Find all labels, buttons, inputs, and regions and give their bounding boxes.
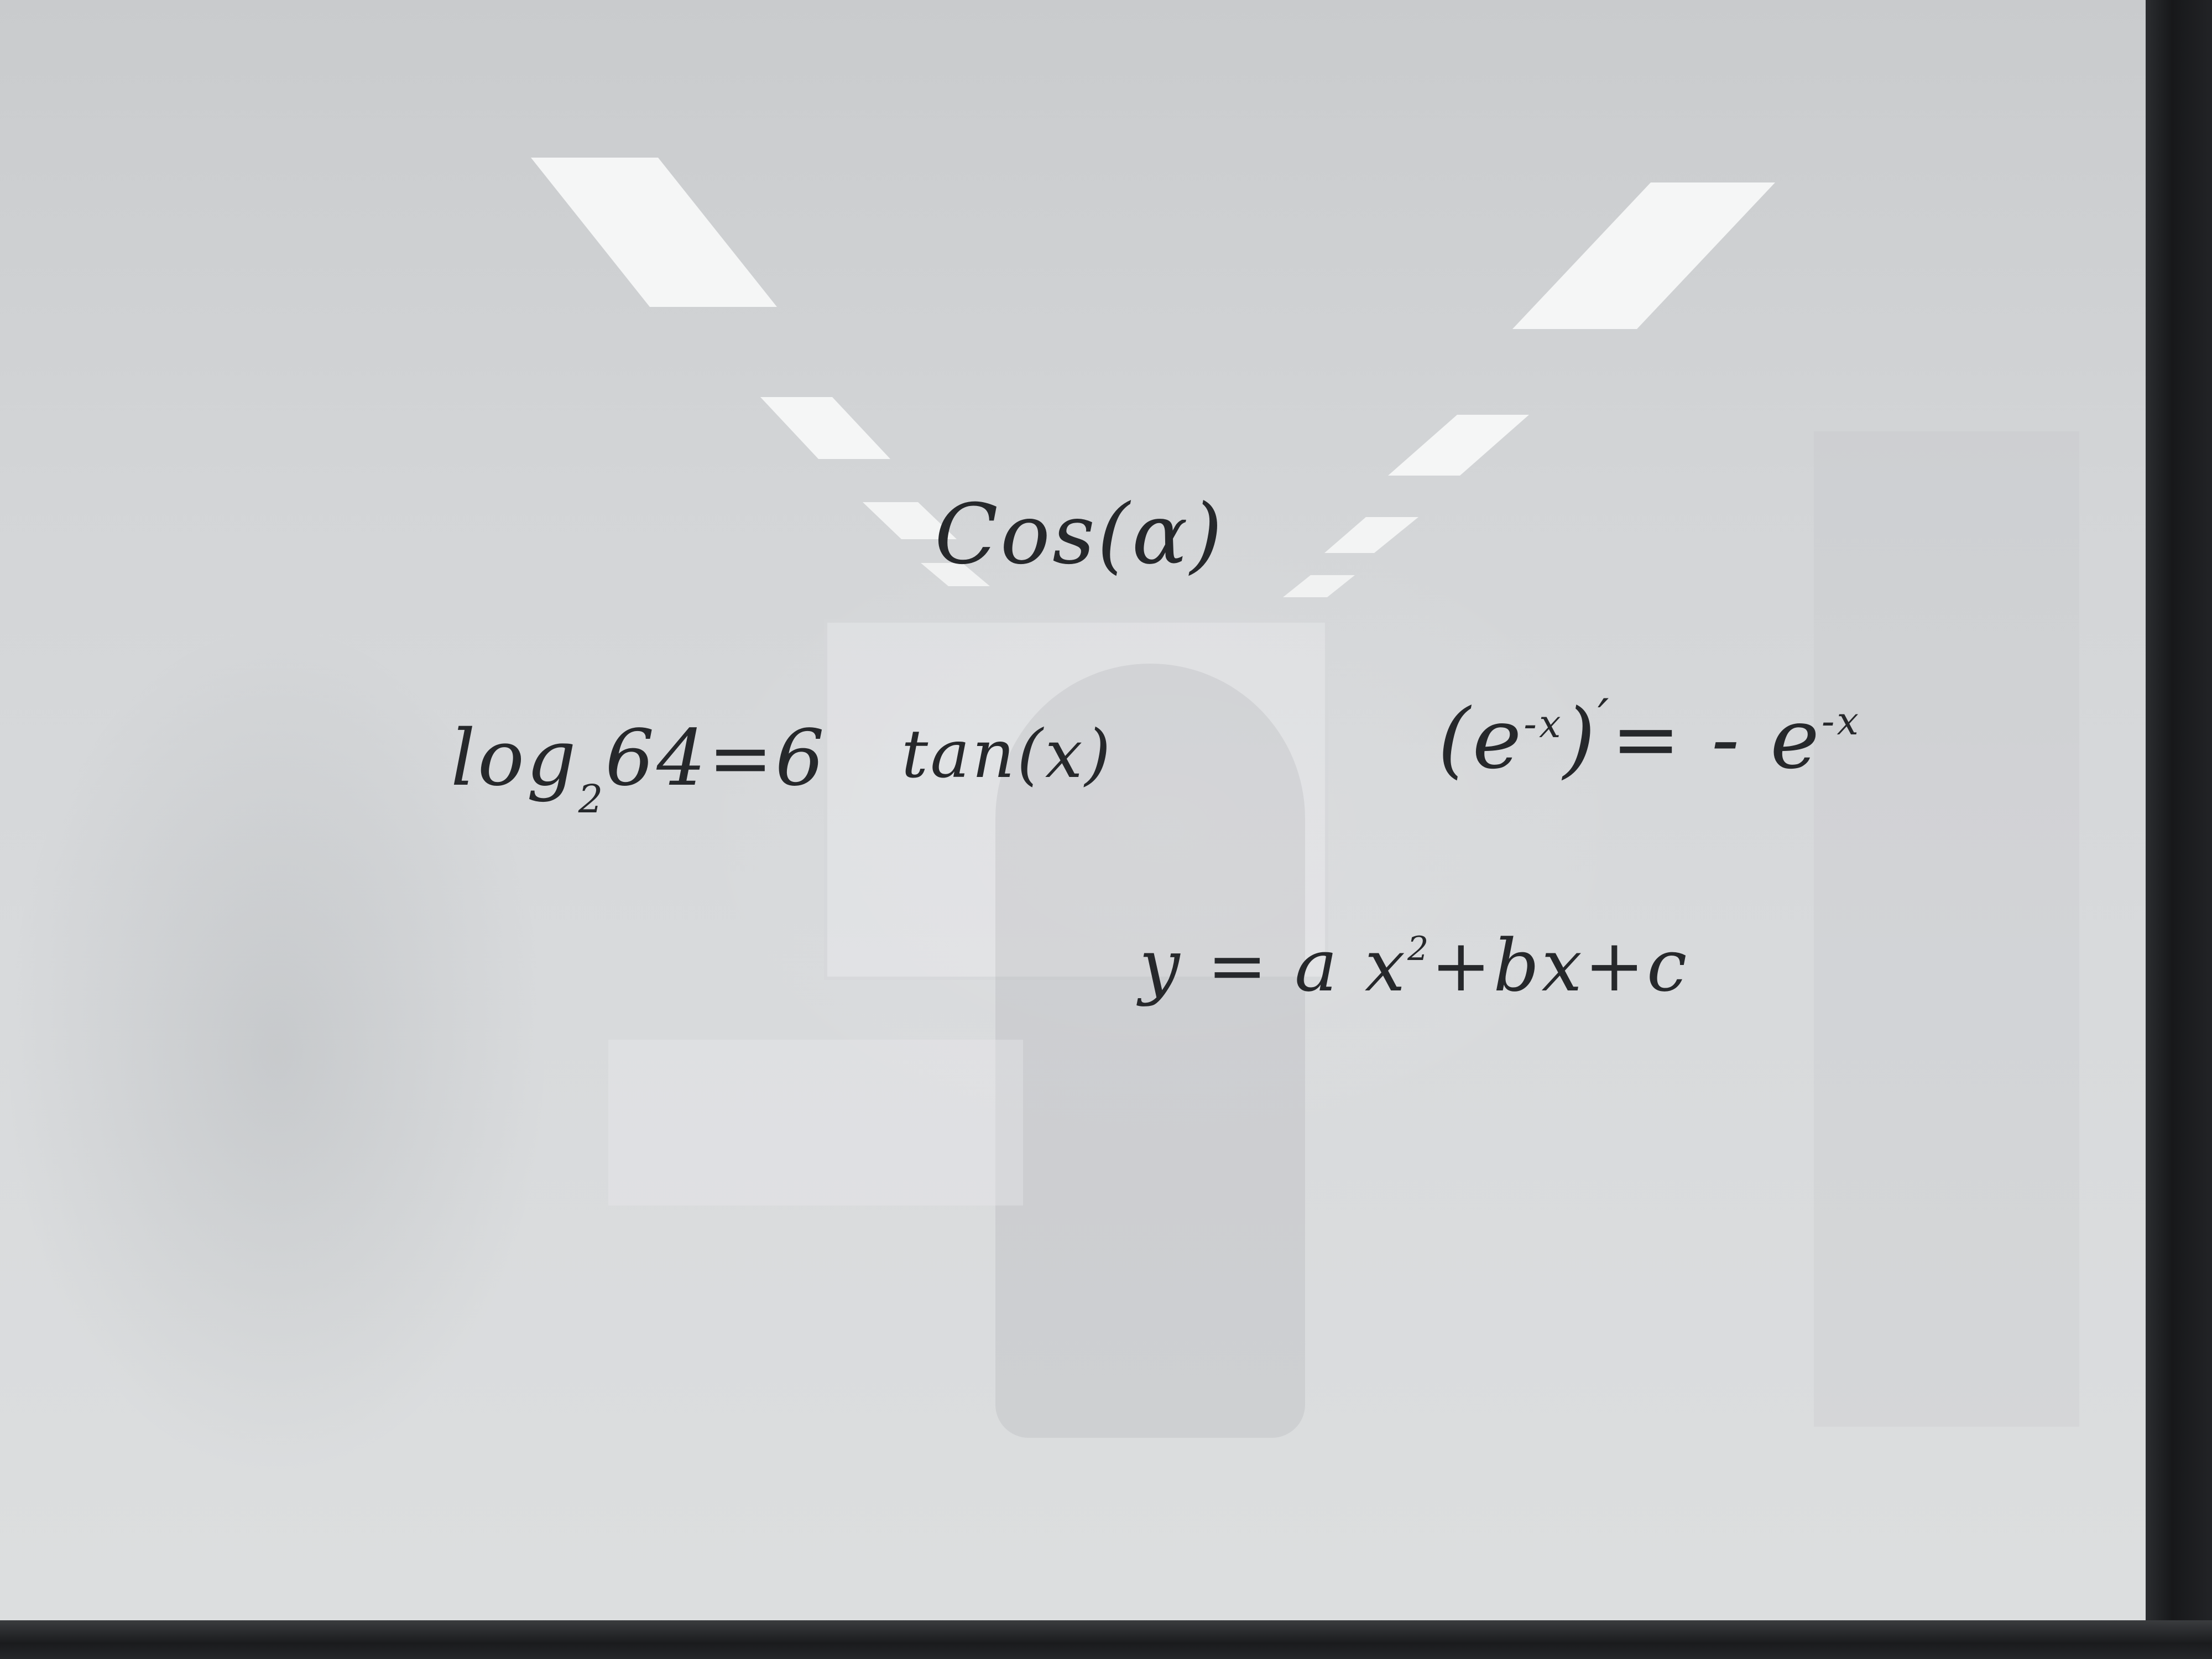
formula-derivative-prime: ′ — [1597, 688, 1611, 747]
formula-derivative-equals: = - e — [1611, 691, 1822, 787]
formula-log-rest: 64=6 — [605, 713, 827, 804]
formula-cos — [935, 487, 1224, 583]
formula-quadratic-lhs: y = a x — [1139, 924, 1408, 1008]
formula-log-word: log — [451, 713, 578, 804]
formula-quadratic — [1139, 924, 1689, 1008]
ceiling-light — [1324, 517, 1418, 553]
formula-derivative — [1438, 688, 1861, 787]
formula-quadratic-rhs: +bx+c — [1431, 924, 1689, 1008]
ceiling-light — [1283, 575, 1355, 597]
whiteboard-frame-bottom — [0, 1620, 2212, 1659]
whiteboard-frame-right — [2146, 0, 2212, 1659]
ceiling-light — [1388, 415, 1529, 476]
ceiling-light — [1512, 182, 1775, 329]
formula-log — [451, 713, 827, 822]
formula-derivative-close: ) — [1563, 691, 1598, 787]
formula-derivative-open: (e — [1438, 691, 1524, 787]
ceiling-light — [760, 397, 890, 459]
formula-log-base: 2 — [578, 776, 606, 822]
formula-cos-text: Cos(α) — [935, 487, 1225, 583]
formula-quadratic-square: 2 — [1407, 930, 1431, 968]
formula-derivative-exponent-2: -x — [1821, 698, 1861, 744]
formula-tan — [901, 716, 1113, 793]
ceiling-light — [531, 158, 777, 307]
formula-tan-text: tan(x) — [901, 716, 1113, 793]
formula-derivative-exponent: -x — [1524, 701, 1563, 747]
